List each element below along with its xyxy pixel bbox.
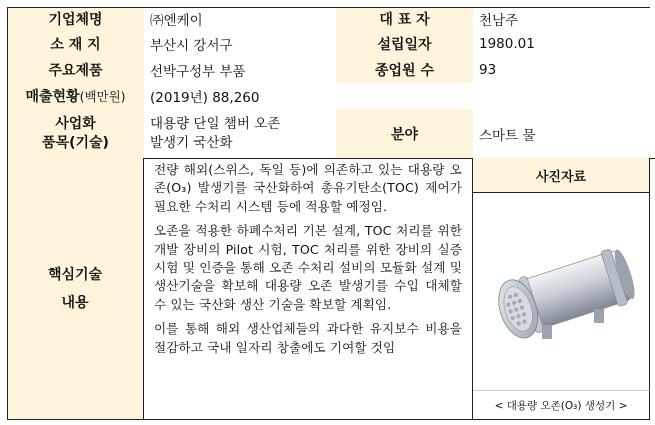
business-item-line-1: 대용량 단일 챔버 오존 <box>150 115 281 132</box>
business-item-value <box>144 109 343 159</box>
core-tech-content <box>144 158 473 420</box>
employees-value: 93 <box>473 57 655 84</box>
sales-label <box>7 83 145 110</box>
ozone-generator-photo <box>473 193 650 391</box>
ceo-label: 대 표 자 <box>336 7 474 32</box>
info-table <box>7 7 650 420</box>
founded-label: 설립일자 <box>336 31 474 58</box>
photo-caption: < 대용량 오존(O₃) 생성기 > <box>473 391 650 420</box>
sales-value: (2019년) 88,260 <box>144 83 655 110</box>
business-item-line-2: 발생기 국산화 <box>150 134 233 151</box>
photo-header: 사진자료 <box>473 158 650 193</box>
company-name-label: 기업체명 <box>7 7 145 32</box>
location-label: 소 재 지 <box>7 31 145 58</box>
core-tech-label-line-1: 핵심기술 <box>47 266 103 283</box>
field-value: 스마트 물 <box>473 109 655 159</box>
business-item-label <box>7 109 145 159</box>
ceo-value: 천남주 <box>473 7 655 32</box>
core-tech-paragraph-1: 전량 해외(스위스, 독일 등)에 의존하고 있는 대용량 오존(O₃) 발생기를 국산화하여 총유기탄소(TOC) 제어가 필요한 수처리 시스템 등에 적용할 예정임. <box>154 162 462 214</box>
main-product-value: 선박구성부 부품 <box>144 57 343 84</box>
employees-label: 종업원 수 <box>336 57 474 84</box>
core-tech-label-line-2: 내용 <box>61 294 89 311</box>
sales-unit: (백만원) <box>79 89 126 104</box>
location-value: 부산시 강서구 <box>144 31 343 58</box>
business-item-label-line-2: 품목(기술) <box>42 134 109 151</box>
core-tech-paragraph-2: 오존을 적용한 하폐수처리 기본 설계, TOC 처리를 위한 개발 장비의 Pilot 시험, TOC 처리를 위한 장비의 실증시험 및 인증을 통해 오존 수처리 설비의 모듈화 설계 및 생산기술을 확보해 대용량 오존 발생기를 수입 대체할 수 있는 국산화 생산 기술을 확보할 계획임. <box>154 223 462 312</box>
founded-value: 1980.01 <box>473 31 655 58</box>
core-tech-label <box>7 158 144 420</box>
business-item-label-line-1: 사업화 <box>55 115 96 132</box>
core-tech-paragraph-3: 이를 통해 해외 생산업체들의 과다한 유지보수 비용을 절감하고 국내 일자리 창출에도 기여할 것임 <box>154 321 462 355</box>
field-label: 분야 <box>336 109 474 159</box>
company-name-value: ㈜엔케이 <box>144 7 343 32</box>
ozone-generator-illustration <box>476 217 646 367</box>
sales-label-text: 매출현황 <box>25 89 80 105</box>
main-product-label: 주요제품 <box>7 57 145 84</box>
